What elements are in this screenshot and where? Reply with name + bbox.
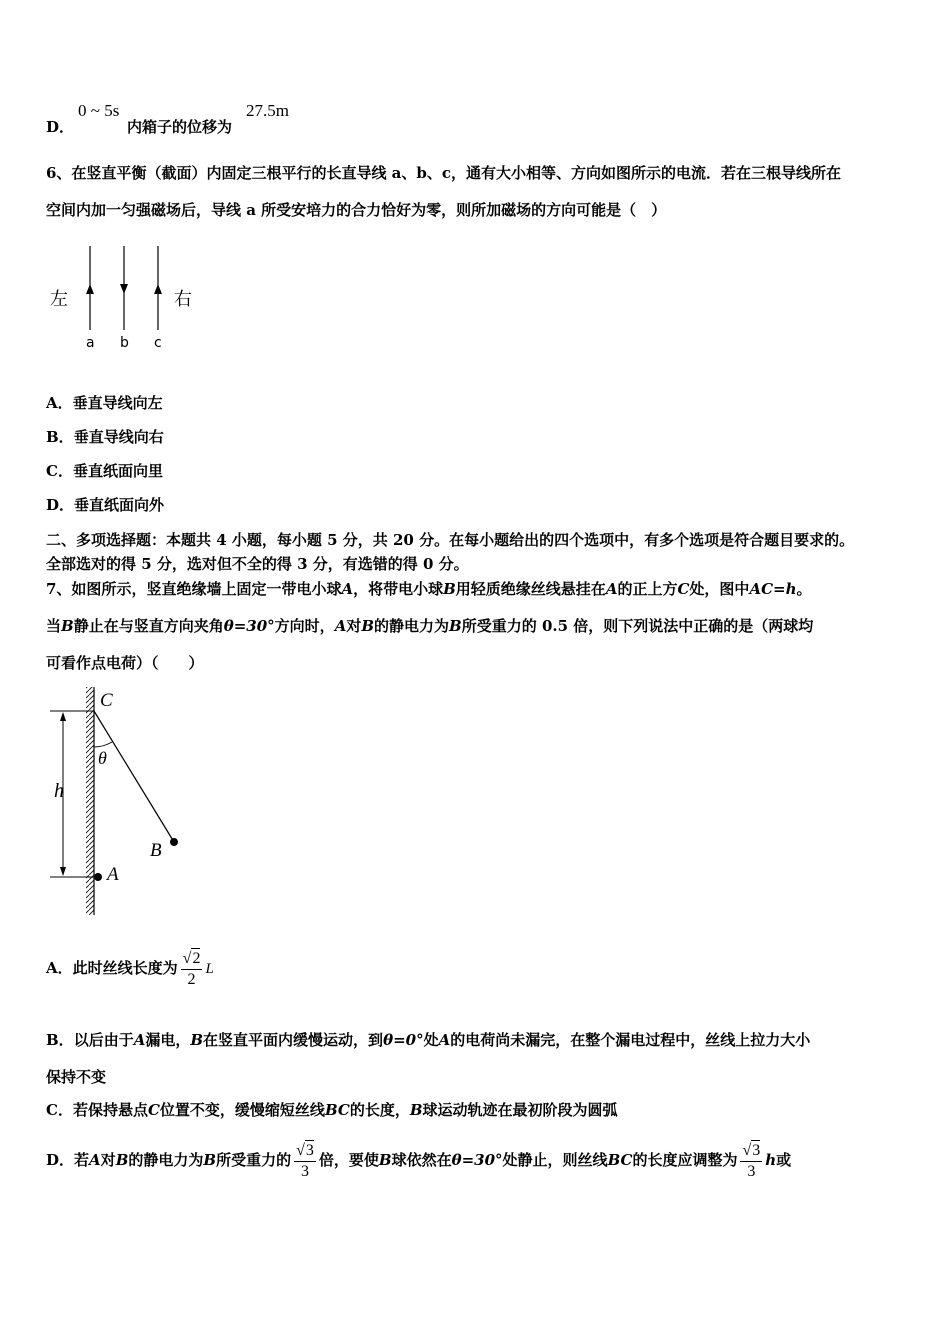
h-arrow-down: [60, 867, 66, 876]
q5-displacement-value: 27.5m: [246, 101, 289, 120]
q7-option-c: C．若保持悬点C位置不变，缓慢缩短丝线BC的长度，B球运动轨迹在最初阶段为圆弧: [46, 1101, 618, 1119]
label-c: C: [100, 690, 113, 711]
label-a: A: [107, 864, 119, 885]
q6-stem-line-1: 6、在竖直平衡（截面）内固定三根平行的长直导线 a、b、c，通有大小相等、方向如图所示的电流．若在三根导线所在: [46, 164, 842, 182]
q6-option-b: [46, 426, 164, 447]
right-label: 右: [174, 289, 192, 310]
thread-bc: [94, 711, 174, 842]
wire-b-arrow-down: [120, 284, 128, 294]
option-label: A．: [46, 959, 73, 977]
q6-option-d: [46, 494, 164, 515]
q7-pendulum-figure: [44, 685, 194, 920]
q6-option-a: [46, 392, 163, 413]
section2-line-1: 二、多项选择题：本题共 4 小题，每小题 5 分，共 20 分。在每小题给出的四个选项中，有多个选项是符合题目要求的。: [46, 531, 855, 549]
h-arrow-up: [60, 712, 66, 721]
q7-stem-line-3: 可看作点电荷）（ ）: [46, 654, 204, 672]
angle-arc: [94, 742, 112, 747]
section2-line-2: 全部选对的得 5 分，选对但不全的得 3 分，有选错的得 0 分。: [46, 555, 469, 573]
label-h: h: [54, 780, 64, 802]
label-theta: θ: [98, 748, 107, 768]
q7-option-b-line-2: 保持不变: [46, 1068, 107, 1086]
option-text: 垂直导线向右: [73, 428, 164, 446]
option-label: A．: [46, 394, 73, 412]
q5-option-d: [46, 116, 74, 137]
q6-stem-line-2: 空间内加一匀强磁场后，导线 a 所受安培力的合力恰好为零，则所加磁场的方向可能是（ ）: [46, 201, 667, 219]
wire-a-arrow-up: [86, 284, 94, 294]
q5-time-range: 0 ~ 5s: [78, 101, 120, 120]
wall-hatching: [86, 687, 94, 915]
wire-label-a: a: [86, 335, 95, 351]
wire-c-arrow-up: [154, 284, 162, 294]
left-label: 左: [50, 289, 68, 310]
label-b: B: [150, 840, 162, 861]
ball-b: [170, 838, 178, 846]
option-label: D．: [46, 118, 75, 136]
q7-option-d: D．若A对B的静电力为B所受重力的 $\frac{√3}{3}$ 倍，要使B球依然在θ=30°处静止，则丝线BC的长度应调整为 $\frac{√3}{3}$ h或: [46, 1142, 792, 1180]
q7-stem-line-2: 当B静止在与竖直方向夹角θ=30°方向时，A对B的静电力为B所受重力的 0.5 倍，则下列说法中正确的是（两球均: [46, 617, 814, 635]
fraction-sqrt3-over-3: $\frac{√3}{3}$: [296, 1142, 314, 1180]
option-text: 垂直导线向左: [72, 394, 163, 412]
fraction-sqrt3-over-3-length: $\frac{√3}{3}$: [742, 1142, 761, 1180]
q7-stem-line-1: 7、如图所示，竖直绝缘墙上固定一带电小球A，将带电小球B用轻质绝缘丝线悬挂在A的正上方C处，图中AC=h。: [46, 580, 812, 598]
wire-label-c: c: [154, 335, 162, 351]
q6-option-c: [46, 460, 163, 481]
option-label: C．: [46, 462, 73, 480]
wire-label-b: b: [120, 335, 129, 351]
fraction-sqrt2-over-2: $\frac{√2}{2}$: [182, 950, 201, 988]
q7-pendulum-svg: [44, 685, 194, 920]
option-label: D．: [46, 496, 75, 514]
ball-a: [94, 873, 102, 881]
q7-option-b: B．以后由于A漏电，B在竖直平面内缓慢运动，到θ=0°处A的电荷尚未漏完，在整个漏电过程中，丝线上拉力大小: [46, 1031, 811, 1049]
q5-option-d-text: 内箱子的位移为: [127, 118, 233, 136]
q7-option-a: [46, 944, 214, 993]
option-label: B．: [46, 428, 74, 446]
option-text: 垂直纸面向外: [74, 496, 165, 514]
length-symbol: L: [205, 961, 214, 977]
option-text: 此时丝线长度为: [72, 959, 178, 977]
option-text: 垂直纸面向里: [72, 462, 163, 480]
